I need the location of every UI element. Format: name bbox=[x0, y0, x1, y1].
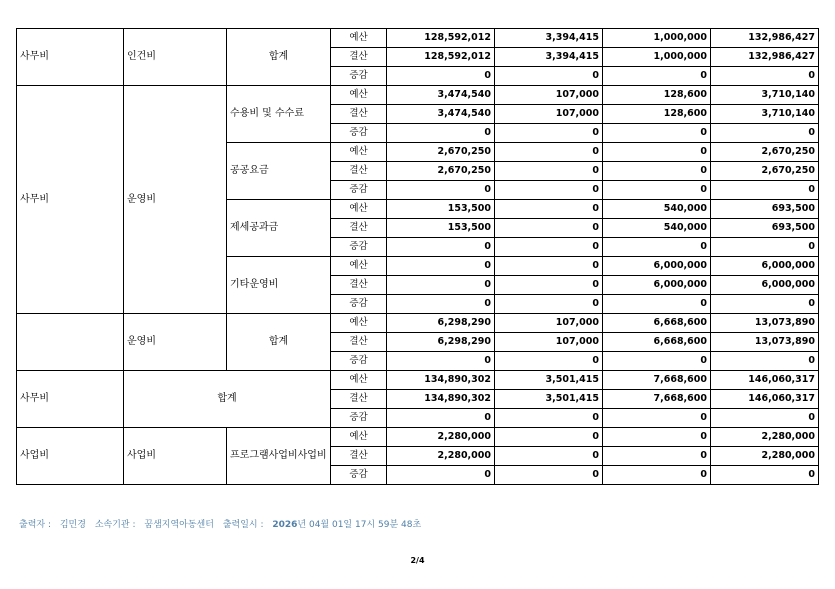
item-cell: 프로그램사업비사업비 bbox=[227, 428, 331, 485]
amount-cell: 2,670,250 bbox=[387, 162, 495, 181]
amount-cell: 128,600 bbox=[603, 86, 711, 105]
amount-cell: 0 bbox=[603, 124, 711, 143]
amount-cell: 0 bbox=[495, 162, 603, 181]
amount-cell: 2,670,250 bbox=[711, 162, 819, 181]
row-type-cell: 증감 bbox=[331, 181, 387, 200]
amount-cell: 0 bbox=[495, 124, 603, 143]
amount-cell: 134,890,302 bbox=[387, 390, 495, 409]
amount-cell: 0 bbox=[603, 181, 711, 200]
amount-cell: 13,073,890 bbox=[711, 314, 819, 333]
amount-cell: 153,500 bbox=[387, 200, 495, 219]
amount-cell: 0 bbox=[495, 352, 603, 371]
amount-cell: 2,670,250 bbox=[711, 143, 819, 162]
row-type-cell: 증감 bbox=[331, 67, 387, 86]
amount-cell: 0 bbox=[495, 67, 603, 86]
amount-cell: 128,592,012 bbox=[387, 48, 495, 67]
amount-cell: 132,986,427 bbox=[711, 48, 819, 67]
amount-cell: 2,670,250 bbox=[387, 143, 495, 162]
amount-cell: 0 bbox=[387, 409, 495, 428]
row-type-cell: 결산 bbox=[331, 48, 387, 67]
amount-cell: 0 bbox=[603, 295, 711, 314]
amount-cell: 0 bbox=[387, 295, 495, 314]
amount-cell: 146,060,317 bbox=[711, 390, 819, 409]
row-type-cell: 증감 bbox=[331, 238, 387, 257]
amount-cell: 0 bbox=[711, 466, 819, 485]
amount-cell: 107,000 bbox=[495, 86, 603, 105]
amount-cell: 0 bbox=[711, 409, 819, 428]
subcategory-cell: 인건비 bbox=[124, 29, 227, 86]
amount-cell: 6,000,000 bbox=[711, 276, 819, 295]
amount-cell: 134,890,302 bbox=[387, 371, 495, 390]
row-type-cell: 예산 bbox=[331, 314, 387, 333]
amount-cell: 0 bbox=[603, 428, 711, 447]
amount-cell: 3,501,415 bbox=[495, 371, 603, 390]
amount-cell: 0 bbox=[495, 181, 603, 200]
amount-cell: 132,986,427 bbox=[711, 29, 819, 48]
amount-cell: 0 bbox=[387, 238, 495, 257]
amount-cell: 7,668,600 bbox=[603, 390, 711, 409]
amount-cell: 3,474,540 bbox=[387, 86, 495, 105]
row-type-cell: 예산 bbox=[331, 371, 387, 390]
budget-settlement-table bbox=[16, 28, 819, 485]
row-type-cell: 증감 bbox=[331, 466, 387, 485]
date-year: 2026 bbox=[272, 520, 298, 530]
amount-cell: 0 bbox=[603, 409, 711, 428]
amount-cell: 693,500 bbox=[711, 200, 819, 219]
amount-cell: 693,500 bbox=[711, 219, 819, 238]
amount-cell: 0 bbox=[495, 276, 603, 295]
row-type-cell: 증감 bbox=[331, 124, 387, 143]
subcategory-cell: 운영비 bbox=[124, 314, 227, 371]
amount-cell: 0 bbox=[495, 238, 603, 257]
amount-cell: 0 bbox=[495, 295, 603, 314]
amount-cell: 0 bbox=[603, 447, 711, 466]
amount-cell: 1,000,000 bbox=[603, 48, 711, 67]
amount-cell: 0 bbox=[711, 124, 819, 143]
amount-cell: 6,000,000 bbox=[711, 257, 819, 276]
date-label: 출력일시 : bbox=[222, 520, 264, 530]
amount-cell: 540,000 bbox=[603, 200, 711, 219]
amount-cell: 0 bbox=[711, 238, 819, 257]
amount-cell: 0 bbox=[495, 409, 603, 428]
amount-cell: 0 bbox=[603, 238, 711, 257]
row-type-cell: 예산 bbox=[331, 257, 387, 276]
amount-cell: 0 bbox=[387, 181, 495, 200]
printer-label: 출력자 : bbox=[19, 520, 51, 530]
table-row bbox=[17, 371, 819, 390]
item-cell: 공공요금 bbox=[227, 143, 331, 200]
item-cell: 수용비 및 수수료 bbox=[227, 86, 331, 143]
amount-cell: 2,280,000 bbox=[711, 447, 819, 466]
row-type-cell: 결산 bbox=[331, 276, 387, 295]
amount-cell: 0 bbox=[495, 200, 603, 219]
table-row bbox=[17, 428, 819, 447]
amount-cell: 0 bbox=[387, 276, 495, 295]
row-type-cell: 예산 bbox=[331, 200, 387, 219]
row-type-cell: 결산 bbox=[331, 162, 387, 181]
row-type-cell: 결산 bbox=[331, 447, 387, 466]
subcategory-cell: 운영비 bbox=[124, 86, 227, 314]
item-cell: 합계 bbox=[227, 29, 331, 86]
org-name: 꿈샘지역아동센터 bbox=[144, 520, 214, 530]
amount-cell: 1,000,000 bbox=[603, 29, 711, 48]
amount-cell: 0 bbox=[711, 181, 819, 200]
row-type-cell: 예산 bbox=[331, 143, 387, 162]
amount-cell: 3,474,540 bbox=[387, 105, 495, 124]
amount-cell: 6,668,600 bbox=[603, 333, 711, 352]
amount-cell: 0 bbox=[495, 219, 603, 238]
category-cell: 사무비 bbox=[17, 371, 124, 428]
amount-cell: 2,280,000 bbox=[387, 447, 495, 466]
row-type-cell: 예산 bbox=[331, 29, 387, 48]
category-cell: 사무비 bbox=[17, 29, 124, 86]
amount-cell: 128,600 bbox=[603, 105, 711, 124]
amount-cell: 3,501,415 bbox=[495, 390, 603, 409]
page-number: 2/4 bbox=[410, 556, 425, 565]
amount-cell: 0 bbox=[495, 143, 603, 162]
amount-cell: 128,592,012 bbox=[387, 29, 495, 48]
amount-cell: 6,000,000 bbox=[603, 276, 711, 295]
amount-cell: 2,280,000 bbox=[387, 428, 495, 447]
amount-cell: 0 bbox=[603, 67, 711, 86]
item-cell: 합계 bbox=[227, 314, 331, 371]
amount-cell: 6,298,290 bbox=[387, 333, 495, 352]
amount-cell: 3,394,415 bbox=[495, 29, 603, 48]
amount-cell: 0 bbox=[603, 466, 711, 485]
amount-cell: 3,710,140 bbox=[711, 86, 819, 105]
amount-cell: 6,000,000 bbox=[603, 257, 711, 276]
table-row bbox=[17, 314, 819, 333]
table-row bbox=[17, 86, 819, 105]
row-type-cell: 증감 bbox=[331, 409, 387, 428]
row-type-cell: 결산 bbox=[331, 333, 387, 352]
amount-cell: 0 bbox=[387, 67, 495, 86]
row-type-cell: 결산 bbox=[331, 105, 387, 124]
amount-cell: 0 bbox=[711, 295, 819, 314]
amount-cell: 107,000 bbox=[495, 333, 603, 352]
amount-cell: 0 bbox=[711, 352, 819, 371]
item-cell: 기타운영비 bbox=[227, 257, 331, 314]
amount-cell: 0 bbox=[711, 67, 819, 86]
amount-cell: 540,000 bbox=[603, 219, 711, 238]
row-type-cell: 증감 bbox=[331, 352, 387, 371]
amount-cell: 6,298,290 bbox=[387, 314, 495, 333]
amount-cell: 3,710,140 bbox=[711, 105, 819, 124]
printer-name: 김민경 bbox=[59, 520, 86, 530]
amount-cell: 107,000 bbox=[495, 105, 603, 124]
row-type-cell: 증감 bbox=[331, 295, 387, 314]
amount-cell: 153,500 bbox=[387, 219, 495, 238]
category-cell: 사무비 bbox=[17, 86, 124, 314]
amount-cell: 0 bbox=[495, 447, 603, 466]
amount-cell: 2,280,000 bbox=[711, 428, 819, 447]
amount-cell: 0 bbox=[387, 124, 495, 143]
amount-cell: 0 bbox=[387, 466, 495, 485]
amount-cell: 3,394,415 bbox=[495, 48, 603, 67]
amount-cell: 0 bbox=[495, 466, 603, 485]
amount-cell: 107,000 bbox=[495, 314, 603, 333]
item-cell: 제세공과금 bbox=[227, 200, 331, 257]
amount-cell: 13,073,890 bbox=[711, 333, 819, 352]
org-label: 소속기관 : bbox=[94, 520, 136, 530]
amount-cell: 0 bbox=[387, 257, 495, 276]
date-rest: 년 04월 01일 17시 59분 48초 bbox=[297, 520, 422, 530]
amount-cell: 0 bbox=[495, 257, 603, 276]
row-type-cell: 예산 bbox=[331, 428, 387, 447]
category-cell bbox=[17, 314, 124, 371]
amount-cell: 7,668,600 bbox=[603, 371, 711, 390]
category-cell: 사업비 bbox=[17, 428, 124, 485]
row-type-cell: 결산 bbox=[331, 390, 387, 409]
row-type-cell: 예산 bbox=[331, 86, 387, 105]
table-row bbox=[17, 29, 819, 48]
amount-cell: 0 bbox=[387, 352, 495, 371]
merged-total-cell: 합계 bbox=[124, 371, 331, 428]
print-footer bbox=[19, 517, 427, 530]
amount-cell: 6,668,600 bbox=[603, 314, 711, 333]
amount-cell: 0 bbox=[603, 143, 711, 162]
row-type-cell: 결산 bbox=[331, 219, 387, 238]
amount-cell: 0 bbox=[603, 162, 711, 181]
amount-cell: 0 bbox=[495, 428, 603, 447]
amount-cell: 0 bbox=[603, 352, 711, 371]
amount-cell: 146,060,317 bbox=[711, 371, 819, 390]
subcategory-cell: 사업비 bbox=[124, 428, 227, 485]
